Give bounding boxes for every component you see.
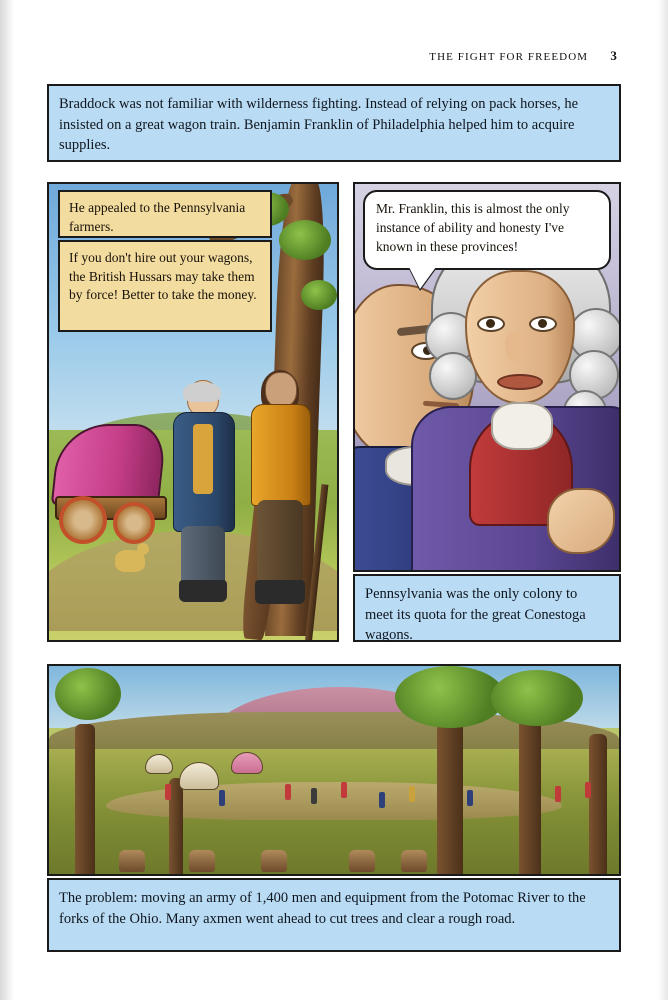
running-head-title: THE FIGHT FOR FREEDOM — [429, 51, 589, 63]
benjamin-franklin-figure — [169, 380, 237, 604]
frontiersman-legs — [257, 500, 303, 586]
panel3-tree — [169, 778, 183, 874]
franklin-legs — [181, 526, 225, 588]
panel3-axman — [409, 786, 415, 802]
caption-bottom: The problem: moving an army of 1,400 men and equipment from the Potomac River to the forks of the Ohio. Many axmen went ahead to cut trees and clear a rough road. — [47, 878, 621, 952]
officer-hand — [547, 488, 615, 554]
wagon-wheel — [113, 502, 155, 544]
panel3-soldier — [165, 784, 171, 800]
caption-top: Braddock was not familiar with wilderness fighting. Instead of relying on pack horses, he insisted on a great wagon train. Benjamin Franklin of Philadelphia helped him to acquire supplies. — [47, 84, 621, 162]
frontiersman-shirt — [251, 404, 311, 506]
officer-cravat — [491, 402, 553, 450]
panel3-tree — [75, 724, 95, 874]
panel3-soldier — [379, 792, 385, 808]
panel3-stump — [261, 850, 287, 872]
franklin-hair — [183, 382, 221, 402]
panel3-foliage — [55, 668, 121, 720]
frontiersman-head — [265, 372, 297, 408]
panel3-soldier — [311, 788, 317, 804]
panel3-soldier — [555, 786, 561, 802]
page-number: 3 — [610, 48, 618, 63]
panel3-tree — [589, 734, 607, 874]
panel3-soldier — [341, 782, 347, 798]
dog-figure — [115, 550, 145, 572]
panel3-foliage — [491, 670, 583, 726]
british-officer-figure — [425, 230, 621, 570]
panel3-stump — [401, 850, 427, 872]
panel3-stump — [189, 850, 215, 872]
panel3-wagon — [145, 754, 173, 774]
speech-balloon-tail — [409, 267, 436, 289]
panel3-soldier — [285, 784, 291, 800]
panel2-speech-balloon — [363, 190, 611, 270]
running-head — [318, 48, 618, 64]
panel3-tree — [519, 704, 541, 874]
panel3-foliage — [395, 666, 505, 728]
officer-mouth — [497, 374, 543, 390]
officer-nose — [505, 332, 525, 362]
panel3-axman — [467, 790, 473, 806]
panel2-speech-text: Mr. Franklin, this is almost the only instance of ability and honesty I've known in these provinces! — [376, 201, 570, 254]
comic-panel-3 — [47, 664, 621, 876]
wagon-canvas — [51, 424, 168, 506]
franklin-vest — [193, 424, 213, 494]
frontiersman-boots — [255, 580, 305, 604]
officer-eye-left — [477, 316, 505, 332]
wagon-wheel — [59, 496, 107, 544]
panel2-caption: Pennsylvania was the only colony to meet its quota for the great Conestoga wagons. — [353, 574, 621, 642]
panel3-stump — [119, 850, 145, 872]
panel1-foliage — [279, 220, 331, 260]
officer-eye-right — [529, 316, 557, 332]
panel3-stump — [349, 850, 375, 872]
panel1-speech-balloon: If you don't hire out your wagons, the British Hussars may take them by force! Better to take the money. — [58, 240, 272, 332]
frontiersman-figure — [245, 372, 315, 610]
conestoga-wagon — [55, 424, 163, 544]
panel1-narration-box: He appealed to the Pennsylvania farmers. — [58, 190, 272, 238]
panel3-soldier — [585, 782, 591, 798]
franklin-boots — [179, 580, 227, 602]
panel3-soldier — [219, 790, 225, 806]
panel1-foliage — [301, 280, 337, 310]
